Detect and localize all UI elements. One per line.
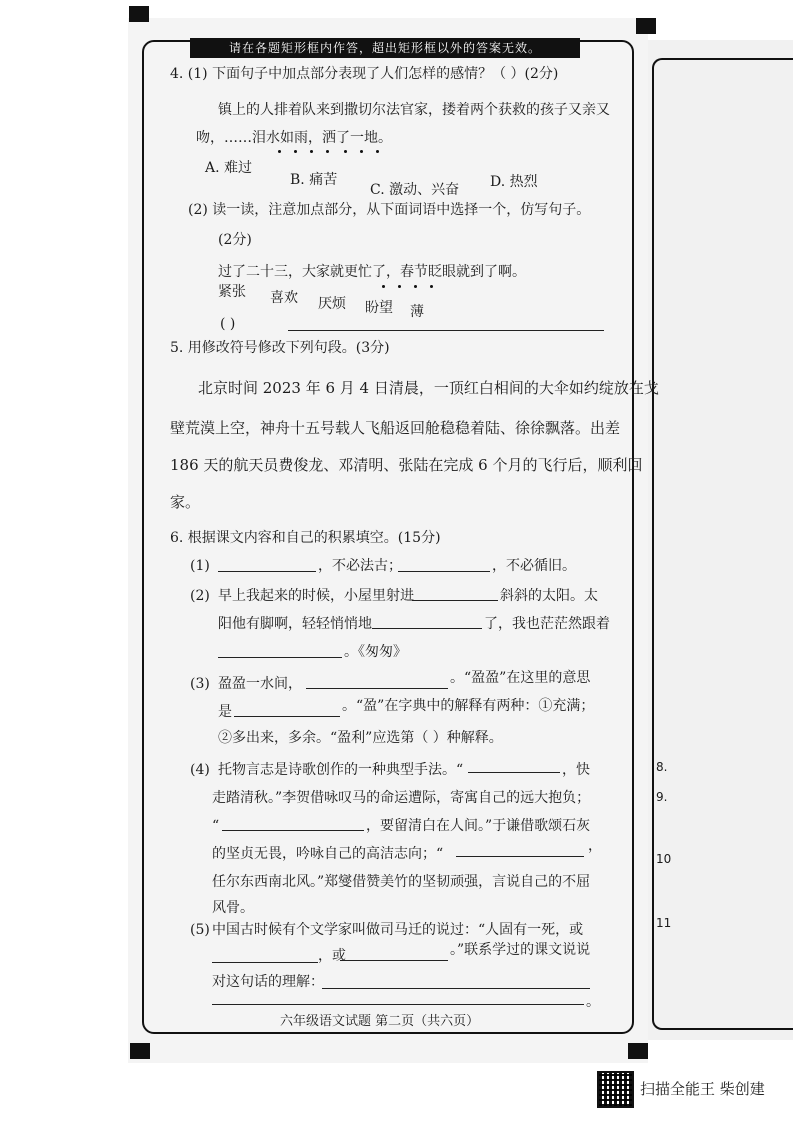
q6-s2-blank-2[interactable] xyxy=(372,628,482,629)
page-footer: 六年级语文试题 第二页（共六页） xyxy=(280,1014,480,1029)
q6-s4-line-4: 的坚贞无畏，吟咏自己的高洁志向；“ xyxy=(212,846,444,862)
q6-s5-blank-2[interactable] xyxy=(340,960,448,961)
q4-part2-stem: (2) 读一读，注意加点部分，从下面词语中选择一个，仿写句子。 xyxy=(188,202,591,218)
q6-s2-line-1: 早上我起来的时候，小屋里射进 xyxy=(218,588,414,604)
q6-s2-blank-3[interactable] xyxy=(218,657,342,658)
q5-line-4: 家。 xyxy=(170,493,201,511)
q6-s5-line-4-end: 。 xyxy=(586,994,600,1010)
q6-s5-line-2-mid: ，或 xyxy=(318,948,346,964)
q6-s5-label: (5) xyxy=(190,922,210,938)
q6-s2-line-1-end: 斜斜的太阳。太 xyxy=(500,588,598,604)
q4-word-1: 紧张 xyxy=(218,284,246,300)
scanner-watermark: 扫描全能王 柴创建 xyxy=(640,1080,765,1098)
q6-s4-line-1: 托物言志是诗歌创作的一种典型手法。“ xyxy=(218,762,464,778)
q6-s4-line-6: 风骨。 xyxy=(212,900,254,916)
right-question-number-8: 8. xyxy=(656,760,668,774)
q4-word-2: 喜欢 xyxy=(270,290,298,306)
q6-s2-line-2: 阳他有脚啊，轻轻悄悄地 xyxy=(218,616,372,632)
q6-s1-mid: ，不必法古； xyxy=(318,558,402,574)
q6-s3-line-3: ②多出来，多余。“盈利”应选第（ ）种解释。 xyxy=(218,730,503,746)
q4-option-a: A. 难过 xyxy=(205,160,253,176)
q6-s1-blank-2[interactable] xyxy=(398,571,490,572)
q6-s3-label: (3) xyxy=(190,676,210,692)
q6-s4-line-4-end: ， xyxy=(588,838,602,854)
right-question-number-10: 10 xyxy=(656,852,672,866)
q6-s1-end: ，不必循旧。 xyxy=(492,558,576,574)
q4-part1-sentence-line2: 吻，……泪水如雨，洒了一地。 xyxy=(196,130,392,146)
q6-s3-line-1-end: 。“盈盈”在这里的意思 xyxy=(450,670,591,686)
q6-s4-blank-1[interactable] xyxy=(468,772,560,773)
q6-s5-line-3: 对这句话的理解： xyxy=(212,974,324,990)
q4-word-3: 厌烦 xyxy=(318,296,346,312)
q5-stem: 5. 用修改符号修改下列句段。(3分) xyxy=(170,340,390,356)
q6-s4-line-3-end: ，要留清白在人间。”于谦借歌颂石灰 xyxy=(366,818,591,834)
q4-part1-sentence-line1: 镇上的人排着队来到撒切尔法官家，搂着两个获救的孩子又亲又 xyxy=(218,102,610,118)
right-question-number-9: 9. xyxy=(656,790,668,804)
q6-s4-blank-2[interactable] xyxy=(222,830,364,831)
q6-s5-answer-line-2[interactable] xyxy=(212,1004,584,1005)
q6-s2-line-3-end: 。《匆匆》 xyxy=(344,644,407,660)
q5-line-3: 186 天的航天员费俊龙、邓清明、张陆在完成 6 个月的飞行后，顺利回 xyxy=(170,456,643,474)
q6-s3-blank-1[interactable] xyxy=(306,688,448,689)
q4-part2-sentence: 过了二十三，大家就更忙了，春节眨眼就到了啊。 xyxy=(218,264,526,280)
q4-part1-stem: 4. (1) 下面句子中加点部分表现了人们怎样的感情？（ ）(2分) xyxy=(170,66,559,82)
registration-mark-bottom-right xyxy=(628,1043,648,1059)
q6-s4-line-2: 走踏清秋。”李贺借咏叹马的命运遭际，寄寓自己的远大抱负； xyxy=(212,790,591,806)
q6-s2-blank-1[interactable] xyxy=(412,600,498,601)
q4-word-4: 盼望 xyxy=(365,300,393,316)
q6-s4-blank-3[interactable] xyxy=(456,856,584,857)
q4-word-5: 薄 xyxy=(410,304,424,320)
q6-s2-line-2-end: 了，我也茫茫然跟着 xyxy=(484,616,610,632)
q5-line-2: 壁荒漠上空，神舟十五号载人飞船返回舱稳稳着陆、徐徐飘落。出差 xyxy=(170,419,621,437)
q6-s1-blank-1[interactable] xyxy=(218,571,316,572)
q4-part2-score: (2分) xyxy=(218,232,252,248)
q4-option-c: C. 激动、兴奋 xyxy=(370,182,460,198)
q4-choice-paren[interactable]: ( ) xyxy=(220,316,236,332)
q6-s3-line-2: 是 xyxy=(218,704,232,720)
q6-s4-line-1-end: ，快 xyxy=(562,762,590,778)
q5-line-1: 北京时间 2023 年 6 月 4 日清晨，一顶红白相间的大伞如约绽放在戈 xyxy=(198,379,659,397)
q4-answer-line[interactable] xyxy=(288,330,604,331)
registration-mark-bottom-left xyxy=(130,1043,150,1059)
q6-s4-line-3-start: “ xyxy=(212,818,220,834)
q6-s5-line-2-end: 。”联系学过的课文说说 xyxy=(450,942,591,958)
q6-s3-line-2-end: 。“盈”在字典中的解释有两种：①充满； xyxy=(342,698,595,714)
q6-s4-line-5: 任尔东西南北风。”郑燮借赞美竹的坚韧顽强，言说自己的不屈 xyxy=(212,874,591,890)
q6-s3-line-1: 盈盈一水间， xyxy=(218,676,302,692)
q6-s5-blank-1[interactable] xyxy=(212,962,318,963)
q6-s3-blank-2[interactable] xyxy=(234,716,340,717)
header-banner: 请在各题矩形框内作答，超出矩形框以外的答案无效。 xyxy=(190,38,580,58)
registration-mark-top-left xyxy=(129,6,149,22)
q6-s5-line-1: 中国古时候有个文学家叫做司马迁的说过：“人固有一死，或 xyxy=(212,922,584,938)
q6-s4-label: (4) xyxy=(190,762,210,778)
q6-s5-answer-line-1[interactable] xyxy=(322,988,590,989)
qr-code-icon xyxy=(597,1071,634,1108)
q4-option-d: D. 热烈 xyxy=(490,174,538,190)
q6-stem: 6. 根据课文内容和自己的积累填空。(15分) xyxy=(170,530,441,546)
next-page-frame xyxy=(652,58,793,1030)
q6-s2-label: (2) xyxy=(190,588,210,604)
q4-option-b: B. 痛苦 xyxy=(290,172,338,188)
q6-s1-label: (1) xyxy=(190,558,210,574)
registration-mark-top-right xyxy=(636,18,656,34)
right-question-number-11: 11 xyxy=(656,916,672,930)
